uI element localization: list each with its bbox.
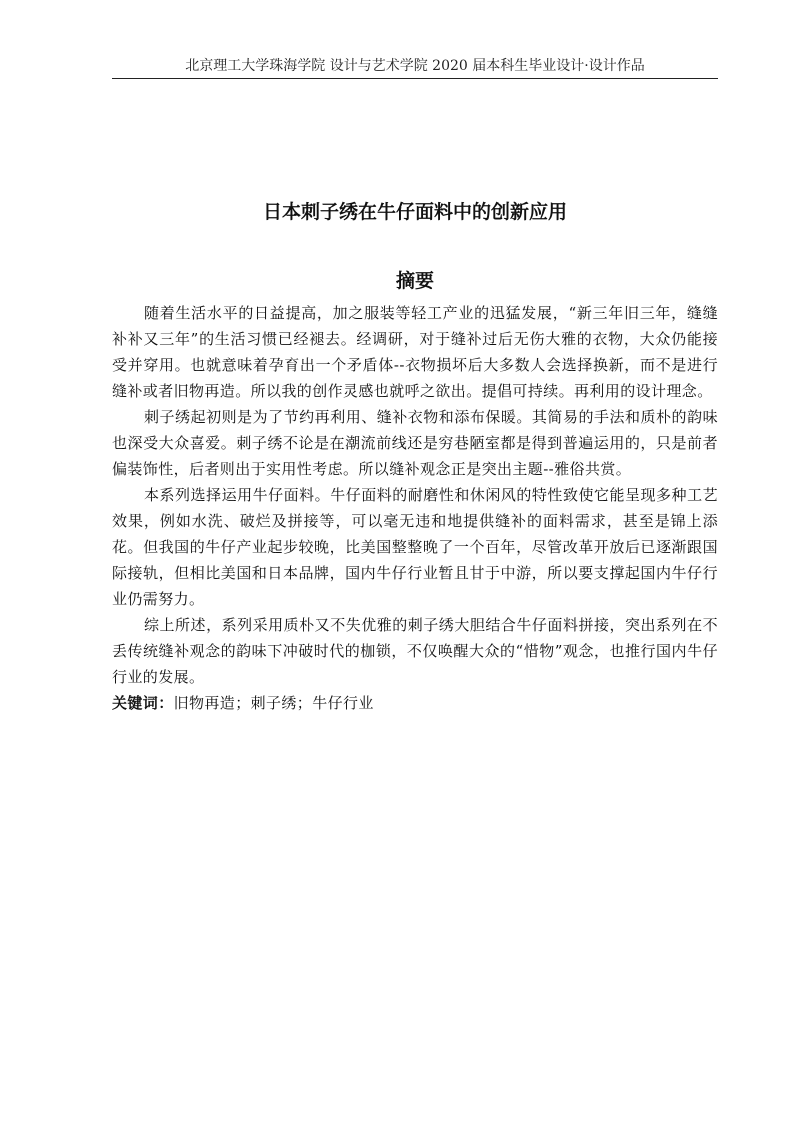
- document-title: 日本刺子绣在牛仔面料中的创新应用: [262, 200, 567, 223]
- keywords-text: 旧物再造；刺子绣；牛仔行业: [173, 694, 374, 712]
- abstract-body: [112, 300, 718, 716]
- abstract-paragraph: 随着生活水平的日益提高，加之服装等轻工产业的迅猛发展，“新三年旧三年，缝缝补补又三年”的生活习惯已经褪去。经调研，对于缝补过后无伤大雅的衣物，大众仍能接受并穿用。也就意味着孕育出一个矛盾体--衣物损坏后大多数人会选择换新，而不是进行缝补或者旧物再造。所以我的创作灵感也就呼之欲出。提倡可持续。再利用的设计理念。: [112, 304, 718, 400]
- abstract-paragraph: 刺子绣起初则是为了节约再利用、缝补衣物和添布保暖。其简易的手法和质朴的韵味也深受大众喜爱。刺子绣不论是在潮流前线还是穷巷陋室都是得到普遍运用的，只是前者偏装饰性，后者则出于实用性考虑。所以缝补观念正是突出主题--雅俗共赏。: [112, 408, 718, 478]
- abstract-paragraph: 综上所述，系列采用质朴又不失优雅的刺子绣大胆结合牛仔面料拼接，突出系列在不丢传统缝补观念的韵味下冲破时代的枷锁，不仅唤醒大众的“惜物”观念，也推行国内牛仔行业的发展。: [112, 616, 718, 686]
- header-divider: [112, 78, 718, 79]
- abstract-heading: 摘要: [395, 270, 434, 292]
- keywords-label: 关键词：: [112, 694, 174, 712]
- abstract-paragraph: 本系列选择运用牛仔面料。牛仔面料的耐磨性和休闲风的特性致使它能呈现多种工艺效果，例如水洗、破烂及拼接等，可以毫无违和地提供缝补的面料需求，甚至是锦上添花。但我国的牛仔产业起步较晚，比美国整整晚了一个百年，尽管改革开放后已逐渐跟国际接轨，但相比美国和日本品牌，国内牛仔行业暂且甘于中游，所以要支撑起国内牛仔行业仍需努力。: [112, 486, 718, 608]
- running-header: 北京理工大学珠海学院 设计与艺术学院 2020 届本科生毕业设计·设计作品: [185, 58, 645, 74]
- keywords-line: [112, 690, 718, 716]
